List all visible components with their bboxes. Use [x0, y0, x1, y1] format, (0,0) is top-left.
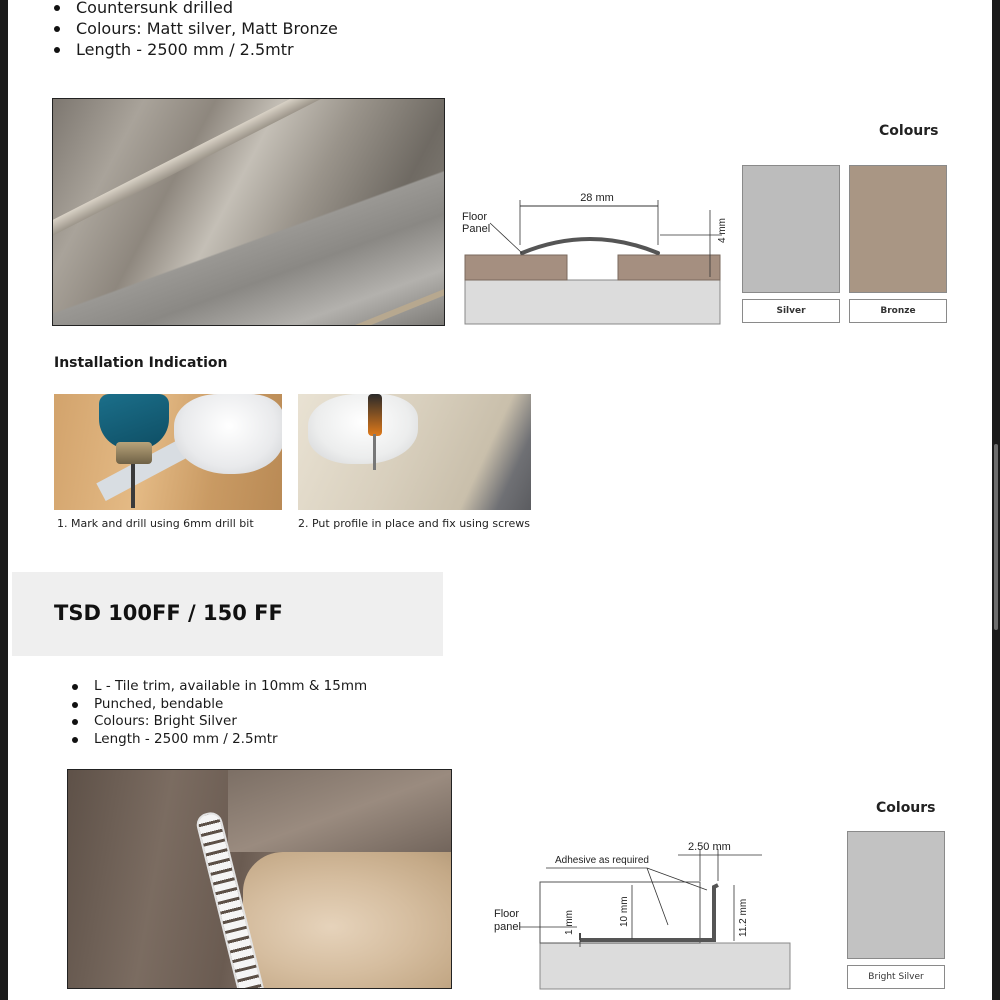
1mm-label: 1 mm	[564, 910, 575, 935]
install-step1-photo	[54, 394, 282, 510]
document-page	[8, 0, 992, 1000]
drill-chuck	[116, 442, 152, 464]
glove-hand	[308, 394, 418, 464]
thickness-label: 2.50 mm	[688, 841, 731, 853]
list-item: Punched, bendable	[72, 696, 367, 714]
silver-swatch	[742, 165, 840, 293]
floor-panel-left	[465, 255, 567, 280]
product2-feature-list	[72, 678, 367, 748]
list-item: Colours: Bright Silver	[72, 713, 367, 731]
marble-tile	[243, 852, 452, 989]
product1-colours-title: Colours	[879, 123, 939, 139]
screwdriver-shaft	[373, 434, 376, 470]
glove-hand	[174, 394, 282, 474]
list-item: L - Tile trim, available in 10mm & 15mm	[72, 678, 367, 696]
scrollbar-thumb[interactable]	[994, 444, 998, 630]
install-step1-caption: 1. Mark and drill using 6mm drill bit	[57, 517, 254, 530]
bronze-label: Bronze	[849, 299, 947, 323]
11mm-label: 11.2 mm	[738, 898, 749, 937]
product2-title-band	[12, 572, 443, 656]
drill-body	[99, 394, 169, 449]
floor-leader-line	[490, 223, 522, 253]
tile-floor-top	[228, 770, 452, 852]
floor-label: Floor	[462, 211, 488, 223]
drill-bit	[131, 464, 135, 508]
product1-cross-section-diagram	[460, 185, 732, 330]
product2-cross-section-diagram	[482, 835, 798, 993]
product1-photo	[52, 98, 445, 326]
bronze-swatch	[849, 165, 947, 293]
floor-panel-right	[618, 255, 720, 280]
subfloor	[465, 280, 720, 324]
install-step2-photo	[298, 394, 531, 510]
list-item: Length - 2500 mm / 2.5mtr	[54, 39, 338, 60]
height-label: 4 mm	[717, 218, 728, 243]
product2-colours-title: Colours	[876, 800, 936, 816]
floor-label: Floor	[494, 908, 520, 920]
adhesive-label: Adhesive as required	[555, 855, 649, 866]
width-label: 28 mm	[580, 192, 614, 204]
silver-label: Silver	[742, 299, 840, 323]
10mm-label: 10 mm	[619, 896, 630, 927]
panel-label: panel	[494, 921, 521, 933]
subfloor	[540, 943, 790, 989]
list-item: Length - 2500 mm / 2.5mtr	[72, 731, 367, 749]
bright-silver-label: Bright Silver	[847, 965, 945, 989]
bright-silver-swatch	[847, 831, 945, 959]
panel-label: Panel	[462, 223, 491, 235]
window-edge	[0, 0, 8, 1000]
profile-shape	[522, 239, 658, 253]
product2-photo	[67, 769, 452, 989]
screwdriver	[368, 394, 382, 436]
product2-title: TSD 100FF / 150 FF	[54, 601, 283, 625]
product1-feature-list	[54, 0, 338, 60]
install-step2-caption: 2. Put profile in place and fix using screws	[298, 517, 530, 530]
list-item: Colours: Matt silver, Matt Bronze	[54, 18, 338, 39]
list-item: Countersunk drilled	[54, 0, 338, 18]
installation-heading: Installation Indication	[54, 355, 228, 371]
vertical-scrollbar[interactable]	[992, 0, 1000, 1000]
